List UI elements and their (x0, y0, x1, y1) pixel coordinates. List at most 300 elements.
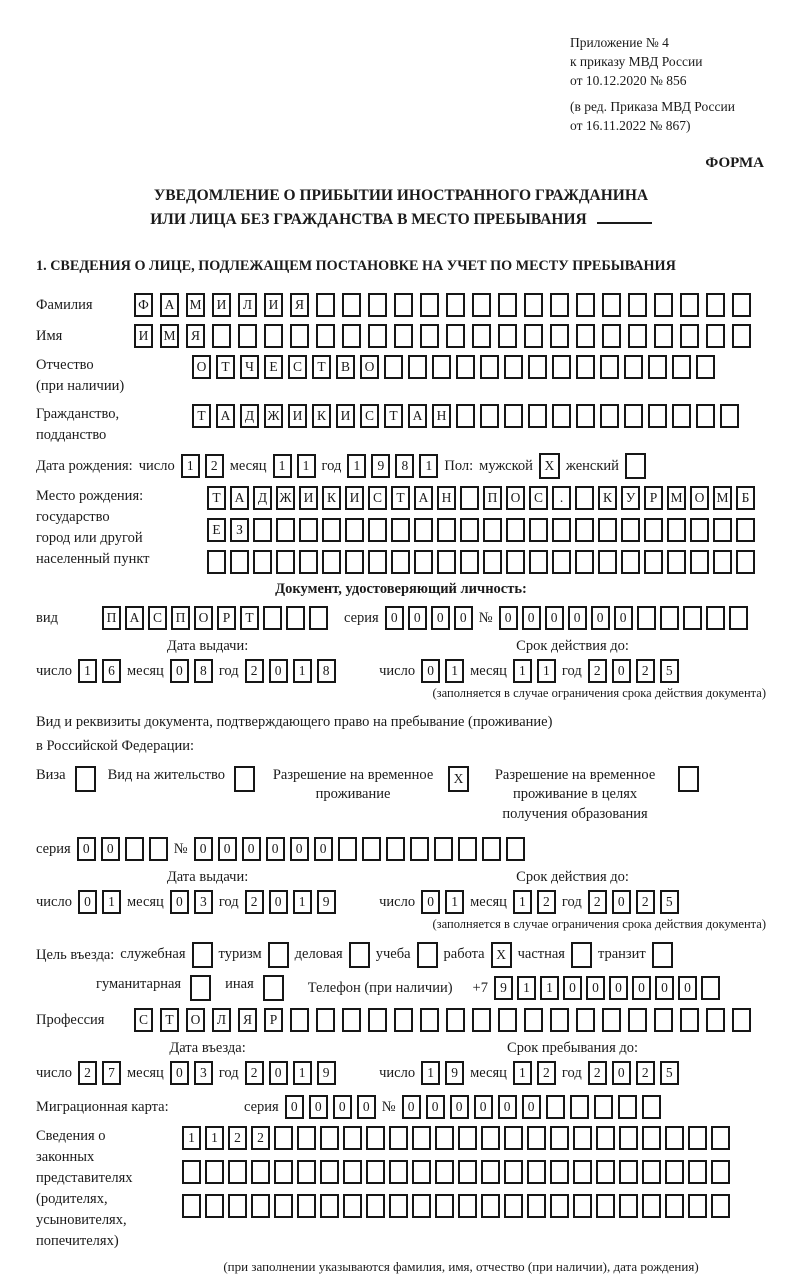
char-box[interactable]: 0 (101, 837, 120, 861)
char-box[interactable]: 0 (269, 890, 288, 914)
firstname-boxes[interactable] (134, 324, 751, 348)
char-box[interactable] (576, 404, 595, 428)
char-box[interactable] (420, 324, 439, 348)
char-box[interactable]: Р (264, 1008, 283, 1032)
char-box[interactable]: 0 (498, 1095, 517, 1119)
char-box[interactable]: 0 (586, 976, 605, 1000)
char-box[interactable] (309, 606, 328, 630)
char-box[interactable] (286, 606, 305, 630)
char-box[interactable] (368, 550, 387, 574)
char-box[interactable]: Л (238, 293, 257, 317)
char-box[interactable] (498, 324, 517, 348)
char-box[interactable] (207, 550, 226, 574)
char-box[interactable] (642, 1160, 661, 1184)
char-box[interactable] (598, 518, 617, 542)
char-box[interactable]: П (102, 606, 121, 630)
char-box[interactable] (366, 1126, 385, 1150)
char-box[interactable] (570, 1095, 589, 1119)
char-box[interactable]: А (414, 486, 433, 510)
char-box[interactable]: Л (212, 1008, 231, 1032)
doc-valid-month-boxes[interactable] (513, 659, 556, 683)
char-box[interactable] (366, 1160, 385, 1184)
char-box[interactable]: О (690, 486, 709, 510)
char-box[interactable]: М (186, 293, 205, 317)
char-box[interactable] (182, 1194, 201, 1218)
char-box[interactable] (576, 293, 595, 317)
char-box[interactable] (481, 1126, 500, 1150)
char-box[interactable]: 1 (513, 659, 532, 683)
char-box[interactable] (529, 550, 548, 574)
char-box[interactable] (596, 1160, 615, 1184)
birthdate-day-boxes[interactable] (181, 454, 224, 478)
char-box[interactable] (644, 550, 663, 574)
char-box[interactable] (706, 606, 725, 630)
char-box[interactable]: 0 (269, 659, 288, 683)
char-box[interactable]: 0 (290, 837, 309, 861)
char-box[interactable] (600, 355, 619, 379)
char-box[interactable] (437, 518, 456, 542)
char-box[interactable]: 0 (385, 606, 404, 630)
char-box[interactable] (624, 404, 643, 428)
char-box[interactable] (573, 1160, 592, 1184)
char-box[interactable]: 0 (269, 1061, 288, 1085)
char-box[interactable] (736, 550, 755, 574)
char-box[interactable]: 2 (245, 1061, 264, 1085)
char-box[interactable]: 0 (522, 606, 541, 630)
char-box[interactable] (389, 1160, 408, 1184)
char-box[interactable]: 1 (513, 1061, 532, 1085)
legal-reps-boxes-row2[interactable] (182, 1160, 730, 1184)
char-box[interactable] (483, 518, 502, 542)
char-box[interactable] (345, 550, 364, 574)
purpose-humanitarian-checkbox[interactable] (190, 975, 211, 1001)
char-box[interactable] (446, 1008, 465, 1032)
char-box[interactable] (420, 293, 439, 317)
char-box[interactable]: 0 (612, 890, 631, 914)
char-box[interactable]: 0 (612, 1061, 631, 1085)
char-box[interactable] (624, 355, 643, 379)
char-box[interactable] (596, 1126, 615, 1150)
char-box[interactable]: 0 (426, 1095, 445, 1119)
char-box[interactable]: 0 (194, 837, 213, 861)
char-box[interactable]: Т (391, 486, 410, 510)
char-box[interactable] (435, 1160, 454, 1184)
citizenship-boxes[interactable] (192, 404, 739, 428)
char-box[interactable] (460, 486, 479, 510)
char-box[interactable] (412, 1194, 431, 1218)
char-box[interactable]: 0 (77, 837, 96, 861)
char-box[interactable]: 1 (540, 976, 559, 1000)
permit-valid-month-boxes[interactable] (513, 890, 556, 914)
char-box[interactable] (432, 355, 451, 379)
char-box[interactable] (654, 1008, 673, 1032)
char-box[interactable]: М (160, 324, 179, 348)
char-box[interactable] (230, 550, 249, 574)
char-box[interactable]: 1 (421, 1061, 440, 1085)
char-box[interactable] (654, 324, 673, 348)
migration-series-boxes[interactable] (285, 1095, 376, 1119)
char-box[interactable] (573, 1126, 592, 1150)
char-box[interactable] (688, 1126, 707, 1150)
char-box[interactable]: 1 (181, 454, 200, 478)
char-box[interactable] (642, 1126, 661, 1150)
char-box[interactable]: 0 (474, 1095, 493, 1119)
purpose-private-checkbox[interactable] (571, 942, 592, 968)
char-box[interactable] (619, 1126, 638, 1150)
char-box[interactable] (504, 355, 523, 379)
legal-reps-boxes-row3[interactable] (182, 1194, 730, 1218)
char-box[interactable] (528, 404, 547, 428)
char-box[interactable]: С (368, 486, 387, 510)
char-box[interactable] (550, 1160, 569, 1184)
char-box[interactable] (598, 550, 617, 574)
char-box[interactable] (205, 1160, 224, 1184)
char-box[interactable]: 1 (347, 454, 366, 478)
char-box[interactable]: 0 (499, 606, 518, 630)
char-box[interactable]: 9 (445, 1061, 464, 1085)
char-box[interactable] (552, 550, 571, 574)
char-box[interactable]: 0 (357, 1095, 376, 1119)
char-box[interactable]: 1 (293, 890, 312, 914)
char-box[interactable]: Т (207, 486, 226, 510)
char-box[interactable]: 0 (545, 606, 564, 630)
char-box[interactable]: 0 (421, 659, 440, 683)
char-box[interactable] (125, 837, 144, 861)
char-box[interactable]: Е (264, 355, 283, 379)
char-box[interactable] (546, 1095, 565, 1119)
char-box[interactable] (435, 1126, 454, 1150)
char-box[interactable]: К (598, 486, 617, 510)
char-box[interactable] (696, 355, 715, 379)
char-box[interactable] (345, 518, 364, 542)
char-box[interactable] (529, 518, 548, 542)
char-box[interactable] (408, 355, 427, 379)
char-box[interactable]: 3 (194, 890, 213, 914)
char-box[interactable] (680, 1008, 699, 1032)
char-box[interactable]: . (552, 486, 571, 510)
char-box[interactable] (320, 1126, 339, 1150)
char-box[interactable] (600, 404, 619, 428)
char-box[interactable] (706, 324, 725, 348)
char-box[interactable] (576, 355, 595, 379)
char-box[interactable]: 1 (419, 454, 438, 478)
char-box[interactable]: 2 (245, 659, 264, 683)
char-box[interactable] (618, 1095, 637, 1119)
char-box[interactable]: 0 (170, 890, 189, 914)
char-box[interactable]: 0 (632, 976, 651, 1000)
char-box[interactable] (338, 837, 357, 861)
char-box[interactable]: Р (644, 486, 663, 510)
char-box[interactable]: Б (736, 486, 755, 510)
patronymic-boxes[interactable] (192, 355, 715, 379)
char-box[interactable]: 2 (537, 890, 556, 914)
char-box[interactable] (552, 355, 571, 379)
char-box[interactable]: Н (437, 486, 456, 510)
char-box[interactable] (386, 837, 405, 861)
char-box[interactable] (504, 1160, 523, 1184)
char-box[interactable] (472, 293, 491, 317)
char-box[interactable]: 5 (660, 1061, 679, 1085)
char-box[interactable] (368, 293, 387, 317)
char-box[interactable] (688, 1194, 707, 1218)
stay-day-boxes[interactable] (421, 1061, 464, 1085)
char-box[interactable]: 2 (636, 890, 655, 914)
char-box[interactable]: К (312, 404, 331, 428)
char-box[interactable] (263, 606, 282, 630)
char-box[interactable] (667, 550, 686, 574)
char-box[interactable] (320, 1160, 339, 1184)
char-box[interactable] (498, 293, 517, 317)
char-box[interactable]: 0 (78, 890, 97, 914)
char-box[interactable]: 1 (445, 659, 464, 683)
char-box[interactable] (472, 1008, 491, 1032)
char-box[interactable]: 0 (612, 659, 631, 683)
char-box[interactable]: И (264, 293, 283, 317)
permit-valid-year-boxes[interactable] (588, 890, 679, 914)
char-box[interactable]: 0 (454, 606, 473, 630)
char-box[interactable] (576, 324, 595, 348)
char-box[interactable] (732, 1008, 751, 1032)
char-box[interactable]: 1 (102, 890, 121, 914)
char-box[interactable]: 1 (537, 659, 556, 683)
char-box[interactable]: 1 (273, 454, 292, 478)
char-box[interactable]: 0 (170, 659, 189, 683)
char-box[interactable] (394, 324, 413, 348)
char-box[interactable]: Т (160, 1008, 179, 1032)
char-box[interactable] (437, 550, 456, 574)
char-box[interactable] (648, 355, 667, 379)
char-box[interactable]: 6 (102, 659, 121, 683)
char-box[interactable] (602, 293, 621, 317)
char-box[interactable] (322, 518, 341, 542)
char-box[interactable] (575, 550, 594, 574)
char-box[interactable] (368, 518, 387, 542)
birthplace-boxes-row3[interactable] (207, 550, 755, 574)
char-box[interactable] (550, 1194, 569, 1218)
char-box[interactable]: И (212, 293, 231, 317)
char-box[interactable] (575, 486, 594, 510)
char-box[interactable]: Т (240, 606, 259, 630)
char-box[interactable]: 0 (655, 976, 674, 1000)
char-box[interactable]: 0 (568, 606, 587, 630)
lastname-boxes[interactable] (134, 293, 751, 317)
char-box[interactable] (253, 518, 272, 542)
char-box[interactable] (297, 1160, 316, 1184)
char-box[interactable]: 0 (170, 1061, 189, 1085)
char-box[interactable]: О (506, 486, 525, 510)
char-box[interactable]: 0 (450, 1095, 469, 1119)
birthdate-month-boxes[interactable] (273, 454, 316, 478)
doc-number-boxes[interactable] (499, 606, 748, 630)
char-box[interactable]: И (299, 486, 318, 510)
char-box[interactable] (648, 404, 667, 428)
char-box[interactable]: 2 (78, 1061, 97, 1085)
char-box[interactable] (654, 293, 673, 317)
char-box[interactable]: А (216, 404, 235, 428)
char-box[interactable] (504, 1194, 523, 1218)
char-box[interactable]: 2 (228, 1126, 247, 1150)
doc-valid-year-boxes[interactable] (588, 659, 679, 683)
char-box[interactable]: 9 (317, 890, 336, 914)
char-box[interactable]: Д (253, 486, 272, 510)
char-box[interactable]: 9 (317, 1061, 336, 1085)
char-box[interactable] (683, 606, 702, 630)
char-box[interactable]: 0 (678, 976, 697, 1000)
permit-issue-month-boxes[interactable] (170, 890, 213, 914)
char-box[interactable] (506, 518, 525, 542)
char-box[interactable] (458, 1126, 477, 1150)
purpose-work-checkbox[interactable]: X (491, 942, 512, 968)
char-box[interactable] (290, 1008, 309, 1032)
char-box[interactable]: 0 (421, 890, 440, 914)
char-box[interactable] (680, 324, 699, 348)
purpose-official-checkbox[interactable] (192, 942, 213, 968)
doc-issue-month-boxes[interactable] (170, 659, 213, 683)
char-box[interactable] (504, 404, 523, 428)
char-box[interactable] (472, 324, 491, 348)
char-box[interactable]: Д (240, 404, 259, 428)
char-box[interactable]: 8 (194, 659, 213, 683)
char-box[interactable] (642, 1095, 661, 1119)
char-box[interactable]: К (322, 486, 341, 510)
char-box[interactable] (602, 324, 621, 348)
char-box[interactable] (299, 518, 318, 542)
char-box[interactable] (672, 404, 691, 428)
char-box[interactable]: Е (207, 518, 226, 542)
char-box[interactable]: 0 (266, 837, 285, 861)
entry-day-boxes[interactable] (78, 1061, 121, 1085)
char-box[interactable] (481, 1194, 500, 1218)
sex-female-checkbox[interactable] (625, 453, 646, 479)
char-box[interactable] (506, 550, 525, 574)
permit-series-boxes[interactable] (77, 837, 168, 861)
char-box[interactable] (690, 518, 709, 542)
char-box[interactable] (552, 518, 571, 542)
char-box[interactable] (274, 1160, 293, 1184)
char-box[interactable]: О (186, 1008, 205, 1032)
char-box[interactable] (665, 1160, 684, 1184)
char-box[interactable]: Т (384, 404, 403, 428)
char-box[interactable] (343, 1160, 362, 1184)
char-box[interactable]: 1 (78, 659, 97, 683)
char-box[interactable] (316, 1008, 335, 1032)
char-box[interactable]: И (134, 324, 153, 348)
char-box[interactable] (575, 518, 594, 542)
purpose-tourism-checkbox[interactable] (268, 942, 289, 968)
char-box[interactable] (732, 293, 751, 317)
char-box[interactable] (410, 837, 429, 861)
birthdate-year-boxes[interactable] (347, 454, 438, 478)
char-box[interactable] (458, 1194, 477, 1218)
char-box[interactable]: У (621, 486, 640, 510)
char-box[interactable]: 0 (314, 837, 333, 861)
char-box[interactable]: Т (312, 355, 331, 379)
char-box[interactable] (320, 1194, 339, 1218)
char-box[interactable]: О (360, 355, 379, 379)
char-box[interactable] (342, 1008, 361, 1032)
char-box[interactable] (446, 293, 465, 317)
char-box[interactable] (527, 1126, 546, 1150)
char-box[interactable] (274, 1194, 293, 1218)
char-box[interactable] (637, 606, 656, 630)
char-box[interactable]: М (667, 486, 686, 510)
char-box[interactable]: М (713, 486, 732, 510)
char-box[interactable] (483, 550, 502, 574)
char-box[interactable]: 2 (588, 1061, 607, 1085)
char-box[interactable] (527, 1194, 546, 1218)
char-box[interactable]: 7 (102, 1061, 121, 1085)
char-box[interactable] (460, 550, 479, 574)
birthplace-boxes-row1[interactable] (207, 486, 755, 510)
char-box[interactable]: С (134, 1008, 153, 1032)
char-box[interactable] (729, 606, 748, 630)
char-box[interactable] (414, 550, 433, 574)
char-box[interactable]: 0 (285, 1095, 304, 1119)
entry-year-boxes[interactable] (245, 1061, 336, 1085)
char-box[interactable] (713, 550, 732, 574)
char-box[interactable] (456, 404, 475, 428)
entry-month-boxes[interactable] (170, 1061, 213, 1085)
char-box[interactable]: 1 (293, 1061, 312, 1085)
char-box[interactable]: 0 (242, 837, 261, 861)
char-box[interactable] (524, 293, 543, 317)
char-box[interactable] (524, 1008, 543, 1032)
char-box[interactable] (299, 550, 318, 574)
char-box[interactable] (368, 1008, 387, 1032)
char-box[interactable] (480, 404, 499, 428)
char-box[interactable] (458, 1160, 477, 1184)
char-box[interactable] (384, 355, 403, 379)
char-box[interactable] (696, 404, 715, 428)
char-box[interactable]: И (336, 404, 355, 428)
permit-issue-year-boxes[interactable] (245, 890, 336, 914)
char-box[interactable]: 2 (245, 890, 264, 914)
char-box[interactable] (253, 550, 272, 574)
char-box[interactable] (276, 518, 295, 542)
char-box[interactable]: Т (192, 404, 211, 428)
char-box[interactable]: 0 (218, 837, 237, 861)
char-box[interactable] (644, 518, 663, 542)
char-box[interactable] (460, 518, 479, 542)
char-box[interactable]: А (230, 486, 249, 510)
char-box[interactable] (706, 1008, 725, 1032)
char-box[interactable]: 0 (431, 606, 450, 630)
doc-series-boxes[interactable] (385, 606, 473, 630)
char-box[interactable]: П (171, 606, 190, 630)
char-box[interactable] (672, 355, 691, 379)
char-box[interactable]: О (192, 355, 211, 379)
char-box[interactable] (680, 293, 699, 317)
char-box[interactable] (706, 293, 725, 317)
char-box[interactable]: 5 (660, 890, 679, 914)
char-box[interactable] (480, 355, 499, 379)
char-box[interactable]: Т (216, 355, 235, 379)
char-box[interactable] (628, 324, 647, 348)
visa-checkbox[interactable] (75, 766, 96, 792)
permit-issue-day-boxes[interactable] (78, 890, 121, 914)
char-box[interactable] (711, 1126, 730, 1150)
char-box[interactable] (573, 1194, 592, 1218)
char-box[interactable]: А (160, 293, 179, 317)
char-box[interactable]: И (288, 404, 307, 428)
phone-boxes[interactable] (494, 976, 720, 1000)
char-box[interactable] (456, 355, 475, 379)
char-box[interactable] (389, 1126, 408, 1150)
char-box[interactable]: П (483, 486, 502, 510)
char-box[interactable]: 0 (522, 1095, 541, 1119)
char-box[interactable] (343, 1194, 362, 1218)
char-box[interactable]: 8 (317, 659, 336, 683)
